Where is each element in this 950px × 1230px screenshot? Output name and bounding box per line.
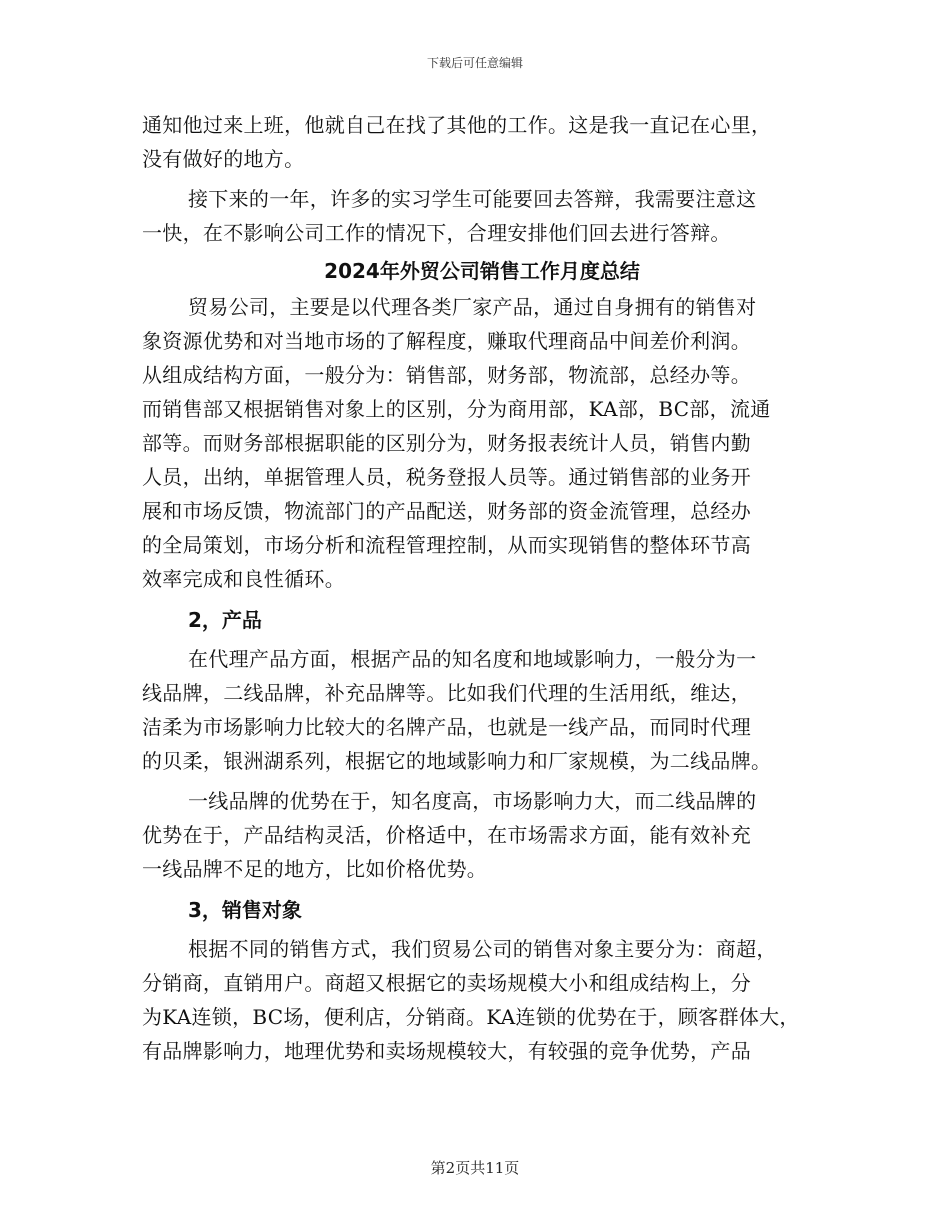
section-heading-sales-targets: 3，销售对象 [188, 898, 302, 922]
paragraph-line: 优势在于，产品结构灵活，价格适中，在市场需求方面，能有效补充 [142, 823, 751, 847]
paragraph-line: 展和市场反馈，物流部门的产品配送，财务部的资金流管理，总经办 [142, 499, 751, 523]
document-title: 2024年外贸公司销售工作月度总结 [324, 259, 640, 283]
paragraph-line: 的全局策划，市场分析和流程管理控制，从而实现销售的整体环节高 [142, 533, 751, 557]
paragraph-line: 接下来的一年，许多的实习学生可能要回去答辩，我需要注意这 [188, 187, 757, 211]
paragraph-line: 在代理产品方面，根据产品的知名度和地域影响力，一般分为一 [188, 647, 757, 671]
paragraph-line: 一线品牌不足的地方，比如价格优势。 [142, 857, 488, 881]
paragraph-line: 人员，出纳，单据管理人员，税务登报人员等。通过销售部的业务开 [142, 465, 751, 489]
paragraph-line: 从组成结构方面，一般分为：销售部，财务部，物流部，总经办等。 [142, 363, 751, 387]
paragraph-line: 有品牌影响力，地理优势和卖场规模较大，有较强的竞争优势，产品 [142, 1039, 751, 1063]
paragraph-line: 洁柔为市场影响力比较大的名牌产品，也就是一线产品，而同时代理 [142, 715, 751, 739]
paragraph-line: 象资源优势和对当地市场的了解程度，赚取代理商品中间差价利润。 [142, 329, 751, 353]
paragraph-line: 为KA连锁，BC场，便利店，分销商。KA连锁的优势在于，顾客群体大， [142, 1005, 800, 1029]
paragraph-line: 分销商，直销用户。商超又根据它的卖场规模大小和组成结构上，分 [142, 971, 751, 995]
document-body [142, 108, 822, 1068]
paragraph-line: 线品牌，二线品牌，补充品牌等。比如我们代理的生活用纸，维达， [142, 681, 751, 705]
page-header: 下载后可任意编辑 [426, 56, 523, 70]
paragraph-line: 而销售部又根据销售对象上的区别，分为商用部，KA部，BC部，流通 [142, 397, 771, 421]
paragraph-line: 的贝柔，银洲湖系列，根据它的地域影响力和厂家规模，为二线品牌。 [142, 749, 772, 773]
paragraph-line: 一线品牌的优势在于，知名度高，市场影响力大，而二线品牌的 [188, 789, 757, 813]
paragraph-line: 一快，在不影响公司工作的情况下，合理安排他们回去进行答辩。 [142, 221, 731, 245]
page-number: 第2页共11页 [430, 1159, 520, 1177]
paragraph-line: 没有做好的地方。 [142, 147, 305, 171]
paragraph-line: 部等。而财务部根据职能的区别分为，财务报表统计人员，销售内勤 [142, 431, 751, 455]
paragraph-line: 通知他过来上班，他就自己在找了其他的工作。这是我一直记在心里， [142, 113, 772, 137]
paragraph-line: 根据不同的销售方式，我们贸易公司的销售对象主要分为：商超， [188, 937, 777, 961]
paragraph-line: 贸易公司，主要是以代理各类厂家产品，通过自身拥有的销售对 [188, 295, 757, 319]
section-heading-products: 2，产品 [188, 608, 262, 632]
paragraph-line: 效率完成和良性循环。 [142, 567, 345, 591]
